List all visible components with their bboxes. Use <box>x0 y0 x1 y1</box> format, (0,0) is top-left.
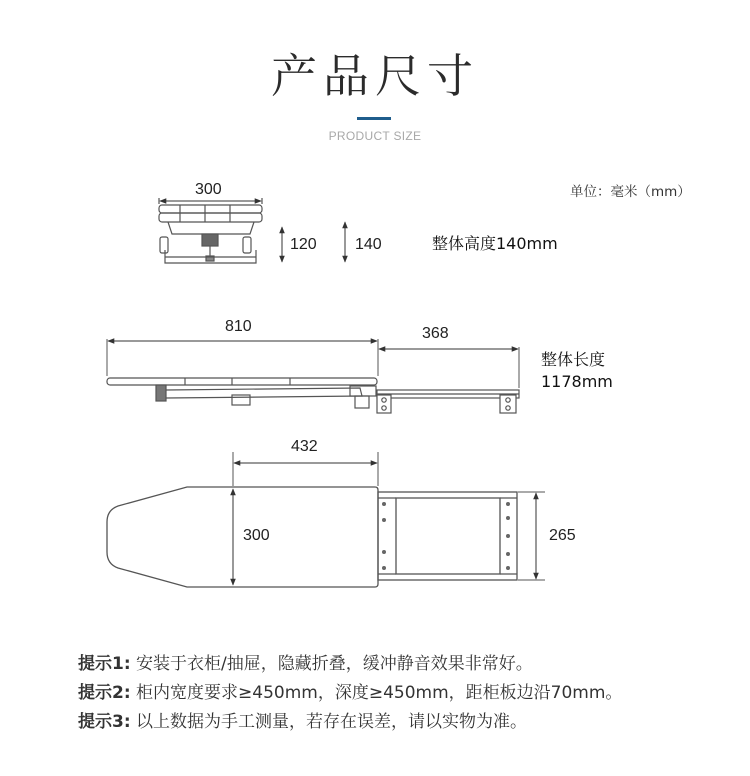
label-height-120: 120 <box>290 236 317 253</box>
tips-list <box>78 650 622 737</box>
tip-item <box>78 650 622 679</box>
tip-text: 以上数据为手工测量，若存在误差，请以实物为准。 <box>136 712 528 732</box>
tip-item <box>78 708 622 737</box>
side-view-drawing <box>107 378 519 413</box>
overall-length-note-title: 整体长度 <box>541 350 606 369</box>
plan-view-frame-inner <box>396 498 500 574</box>
side-view-board <box>107 378 377 385</box>
side-view-bracket <box>232 395 250 405</box>
label-height-140: 140 <box>355 236 382 253</box>
plan-view-screws <box>382 502 510 570</box>
side-view-leg <box>156 385 166 401</box>
tip-item <box>78 679 622 708</box>
end-view-board-base <box>159 213 262 222</box>
label-length-368: 368 <box>422 325 449 342</box>
label-length-810: 810 <box>225 318 252 335</box>
page-subtitle: PRODUCT SIZE <box>328 129 422 143</box>
label-offset-432: 432 <box>291 438 318 455</box>
label-width-300: 300 <box>195 181 222 198</box>
tip-text: 柜内宽度要求≥450mm，深度≥450mm，距柜板边沿70mm。 <box>136 683 623 703</box>
side-view-mount <box>355 396 369 408</box>
end-view-bracket <box>168 222 254 234</box>
tip-label: 提示2: <box>78 683 131 703</box>
page-title: 产品尺寸 <box>271 49 479 103</box>
plan-view-drawing <box>107 487 517 587</box>
end-view-left-wheel <box>160 237 168 253</box>
tip-label: 提示3: <box>78 712 131 732</box>
end-view-drawing <box>159 205 262 263</box>
label-board-width-300: 300 <box>243 527 270 544</box>
plan-view-frame <box>378 492 517 580</box>
end-view-right-wheel <box>243 237 251 253</box>
label-frame-width-265: 265 <box>549 527 576 544</box>
tip-label: 提示1: <box>78 654 131 674</box>
overall-height-note: 整体高度140mm <box>432 234 558 253</box>
side-view-arm <box>166 388 362 398</box>
end-view-board-top <box>159 205 262 213</box>
end-view-hinge <box>202 234 218 246</box>
tip-text: 安装于衣柜/抽屉，隐藏折叠，缓冲静音效果非常好。 <box>136 654 533 674</box>
overall-length-note-value: 1178mm <box>541 372 613 391</box>
unit-label: 单位：毫米（mm） <box>570 184 691 200</box>
